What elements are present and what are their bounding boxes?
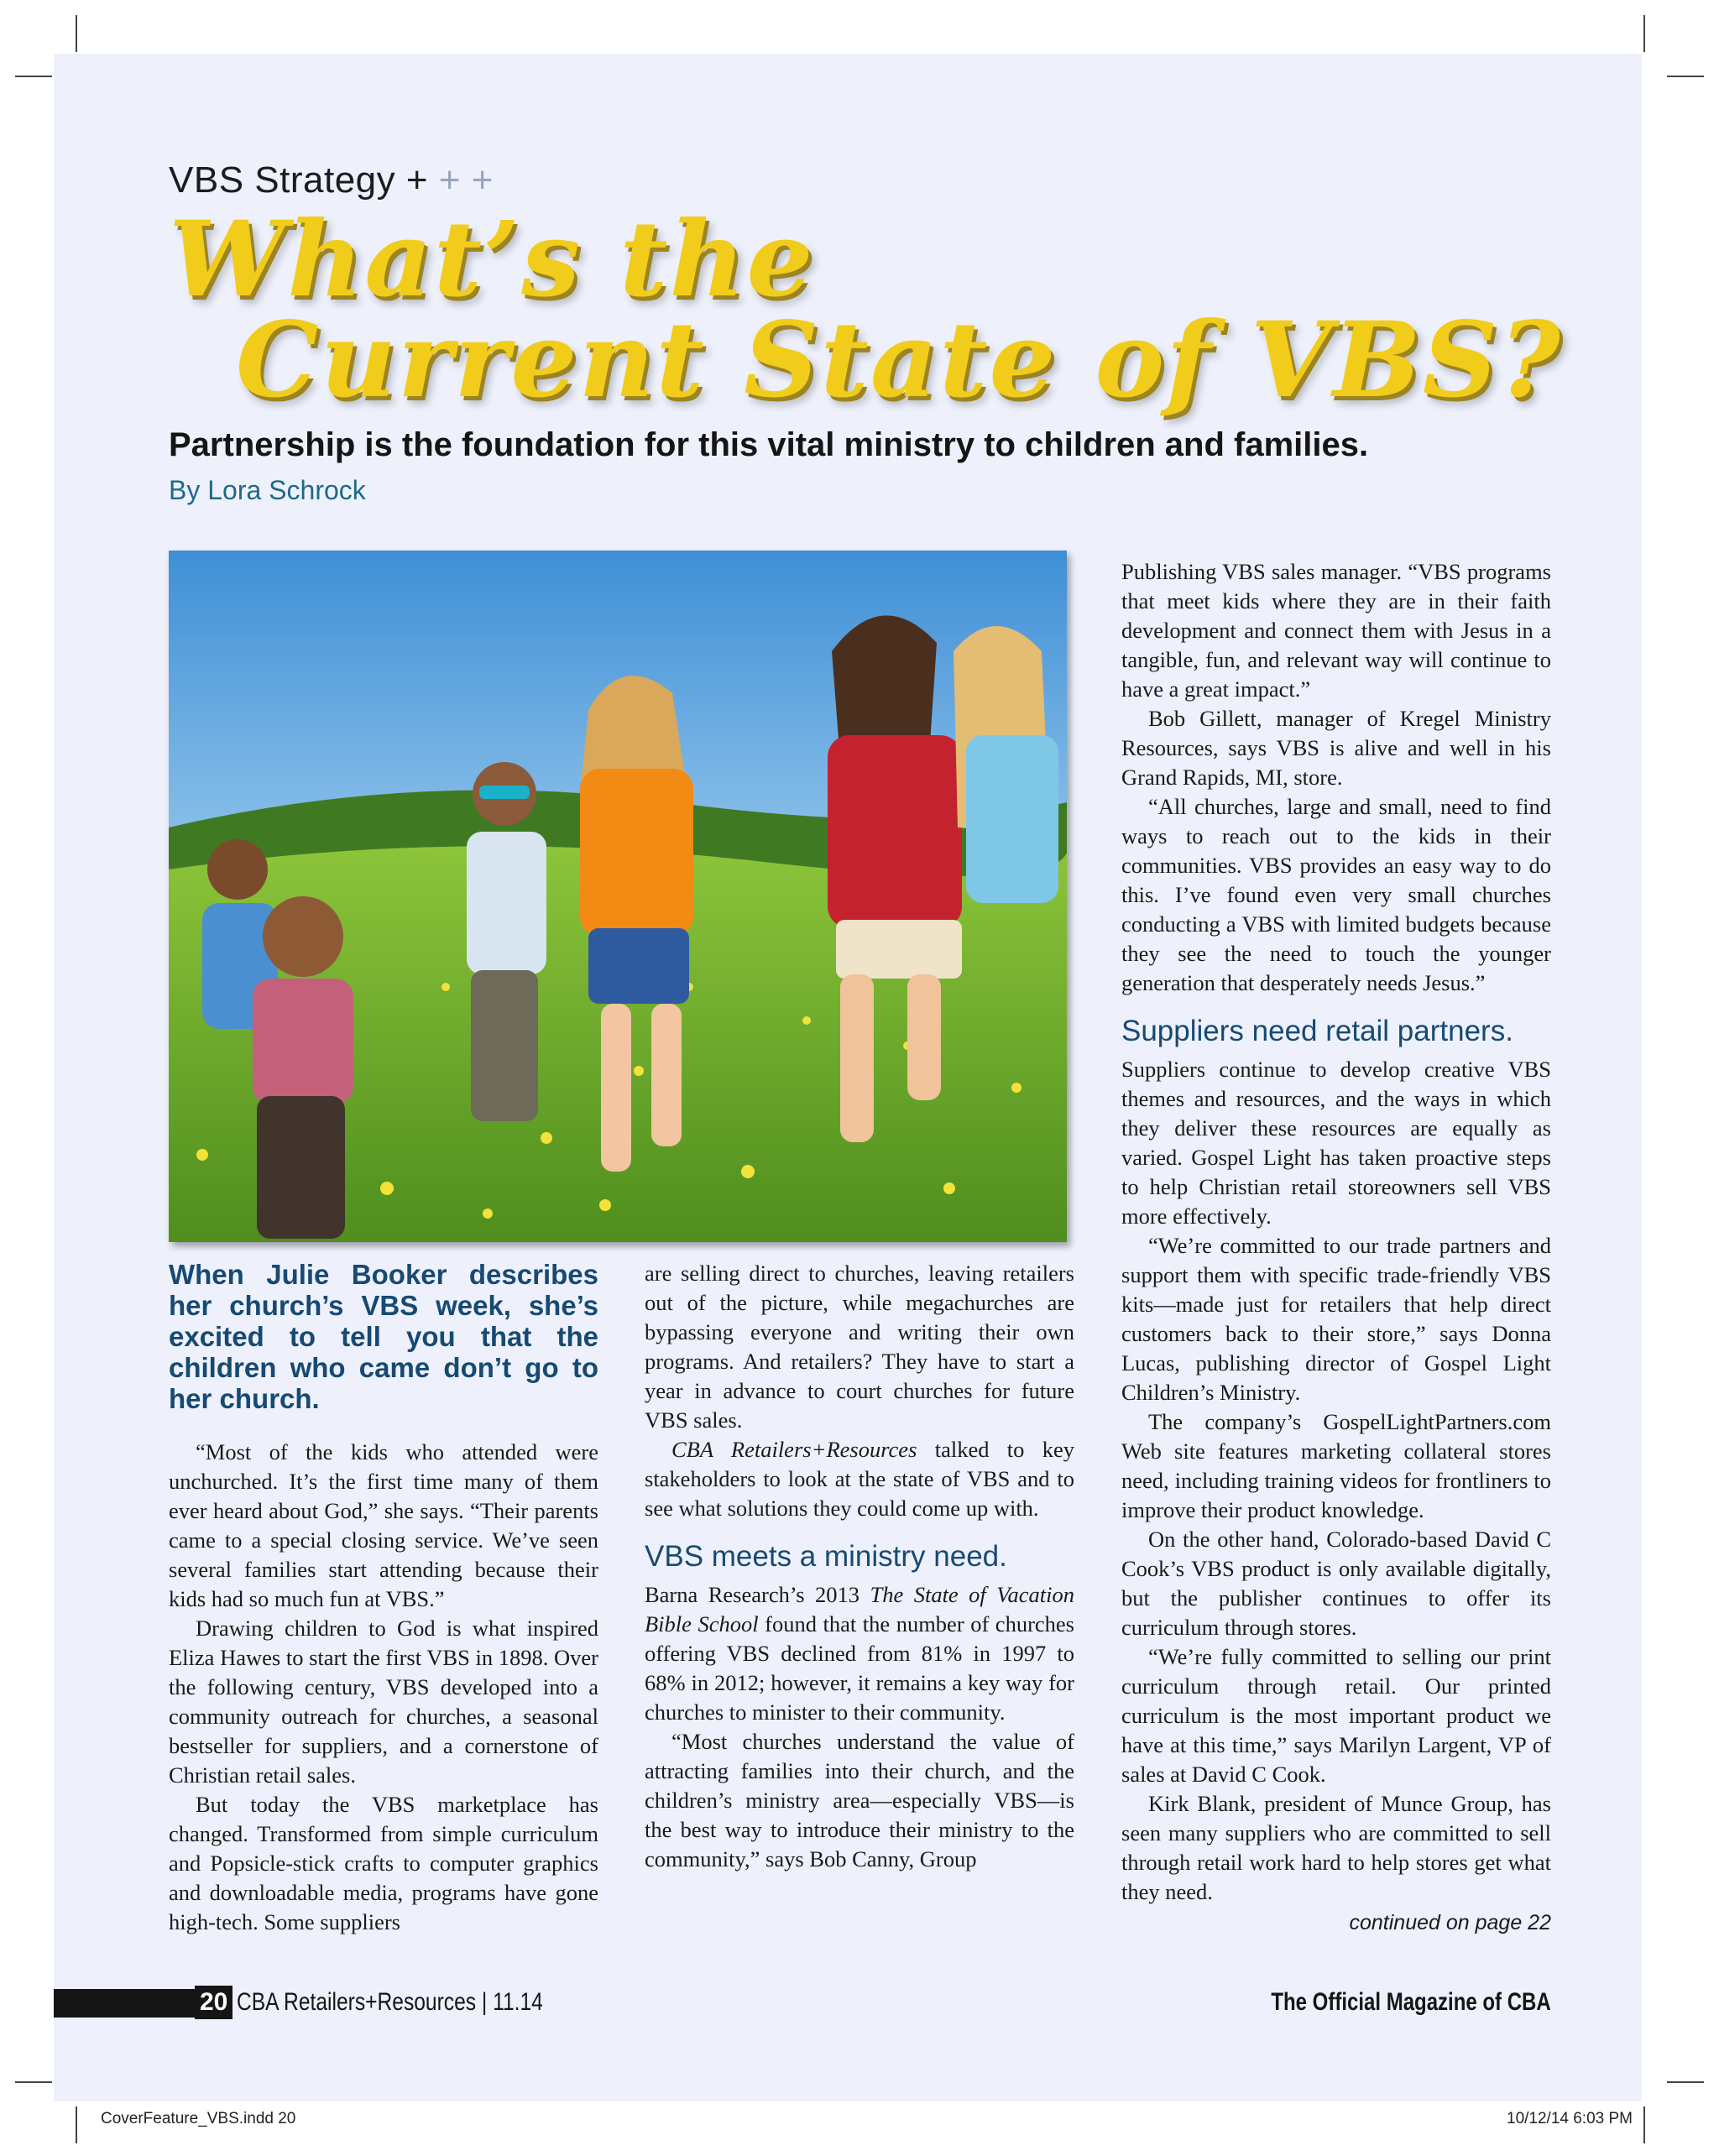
title-line-2: Current State of VBS? bbox=[236, 300, 1562, 421]
crop-mark bbox=[1667, 2081, 1704, 2083]
section-marks: + + bbox=[428, 159, 494, 201]
body-text: talked to key stakeholders to look at the state of VBS and to see what solutions they could come up with. bbox=[645, 1437, 1074, 1521]
body-paragraph: Bob Gillett, manager of Kregel Ministry Resources, says VBS is alive and well in his Grand Rapids, MI, store. bbox=[1121, 706, 1551, 790]
body-paragraph: Publishing VBS sales manager. “VBS programs that meet kids where they are in their faith development and connect them with Jesus in a tangible, fun, and relevant way will continue to have a great impact.” bbox=[1121, 559, 1551, 702]
magazine-tagline: The Official Magazine of CBA bbox=[1271, 1988, 1551, 2016]
article-subtitle: Partnership is the foundation for this vital ministry to children and families. bbox=[169, 426, 1369, 463]
section-label: VBS Strategy + bbox=[169, 159, 429, 201]
magazine-name: CBA Retailers+Resources bbox=[671, 1437, 917, 1462]
section-kicker bbox=[169, 159, 494, 201]
page-number: 20 bbox=[195, 1986, 233, 2019]
title-line-1: What’s the bbox=[169, 199, 815, 321]
body-text: found that the number of churches offering VBS declined from 81% in 1997 to 68% in 2012; however, it remains a key way for churches to minister to their community. bbox=[645, 1611, 1074, 1725]
crop-mark bbox=[76, 2106, 77, 2143]
body-paragraph: “Most churches understand the value of attracting families into their church, and the children’s ministry area—especially VBS—is the best way to introduce their ministry to the community,” says Bob Canny, Group bbox=[645, 1729, 1074, 1871]
date-slug: 10/12/14 6:03 PM bbox=[1507, 2110, 1633, 2127]
column-1 bbox=[169, 1259, 598, 1937]
study-title: The State of Vacation Bible School bbox=[645, 1582, 1074, 1637]
body-paragraph: On the other hand, Colorado-based David C Cook’s VBS product is only available digitally, but the publisher continues to offer its curriculum through stores. bbox=[1121, 1527, 1551, 1640]
body-paragraph bbox=[645, 1435, 1074, 1523]
crop-mark bbox=[1643, 2106, 1645, 2143]
byline: By Lora Schrock bbox=[169, 475, 366, 505]
body-paragraph: Drawing children to God is what inspired Eliza Hawes to start the first VBS in 1898. Over the following century, VBS developed into a community outreach for churches, a seasonal bestseller for suppliers, and a cornerstone of Christian retail sales. bbox=[169, 1616, 598, 1788]
magazine-name-footer: CBA Retailers+Resources | 11.14 bbox=[237, 1988, 543, 2016]
footer-bar bbox=[54, 1989, 195, 2018]
crop-mark bbox=[15, 76, 52, 77]
body-paragraph: “Most of the kids who attended were unchurched. It’s the first time many of them ever heard about God,” she says. “Their parents came to a special closing service. We’ve seen several families start attending because their kids had so much fun at VBS.” bbox=[169, 1439, 598, 1611]
crop-mark bbox=[15, 2081, 52, 2083]
column-2 bbox=[645, 1259, 1074, 1874]
section-heading: VBS meets a ministry need. bbox=[645, 1540, 1007, 1573]
children-running-photo bbox=[169, 551, 1067, 1242]
body-paragraph: But today the VBS marketplace has changed. Transformed from simple curriculum and Popsicle-stick crafts to computer graphics and downloadable media, programs have gone high-tech. Some suppliers bbox=[169, 1792, 598, 1934]
crop-mark bbox=[1643, 15, 1645, 52]
lede-paragraph: When Julie Booker describes her church’s VBS week, she’s excited to tell you that the children who came don’t go to her church. bbox=[169, 1259, 598, 1414]
body-paragraph: “We’re committed to our trade partners and support them with specific trade-friendly VBS kits—made just for retailers that help direct customers back to their store,” says Donna Lucas, publishing director of Gospel Light Children’s Ministry. bbox=[1121, 1233, 1551, 1405]
body-paragraph: “All churches, large and small, need to find ways to reach out to the kids in their communities. VBS provides an easy way to do this. I’ve found even very small churches conducting a VBS with limited budgets because they see the need to touch the younger generation that desperately needs Jesus.” bbox=[1121, 794, 1551, 995]
body-text: Barna Research’s 2013 bbox=[645, 1582, 870, 1607]
crop-mark bbox=[76, 15, 77, 52]
body-paragraph: “We’re fully committed to selling our print curriculum through retail. Our printed curriculum is the most important product we have at this time,” says Marilyn Largent, VP of sales at David C Cook. bbox=[1121, 1644, 1551, 1787]
body-paragraph: Kirk Blank, president of Munce Group, has seen many suppliers who are committed to sell through retail work hard to help stores get what they need. bbox=[1121, 1791, 1551, 1904]
body-paragraph: are selling direct to churches, leaving retailers out of the picture, while megachurches are bypassing everyone and writing their own programs. And retailers? They have to start a year in advance to court churches for future VBS sales. bbox=[645, 1261, 1074, 1433]
file-slug: CoverFeature_VBS.indd 20 bbox=[101, 2110, 296, 2127]
section-heading: Suppliers need retail partners. bbox=[1121, 1015, 1513, 1047]
body-paragraph bbox=[645, 1580, 1074, 1727]
continued-note: continued on page 22 bbox=[1349, 1911, 1551, 1934]
article-title bbox=[169, 199, 1612, 421]
column-3 bbox=[1121, 557, 1551, 1938]
body-paragraph: Suppliers continue to develop creative VBS themes and resources, and the ways in which they deliver these resources are equally as varied. Gospel Light has taken proactive steps to help Christian retail storeowners sell VBS more effectively. bbox=[1121, 1057, 1551, 1229]
body-paragraph: The company’s GospelLightPartners.com Web site features marketing collateral stores need, including training videos for frontliners to improve their product knowledge. bbox=[1121, 1409, 1551, 1522]
crop-mark bbox=[1667, 76, 1704, 77]
